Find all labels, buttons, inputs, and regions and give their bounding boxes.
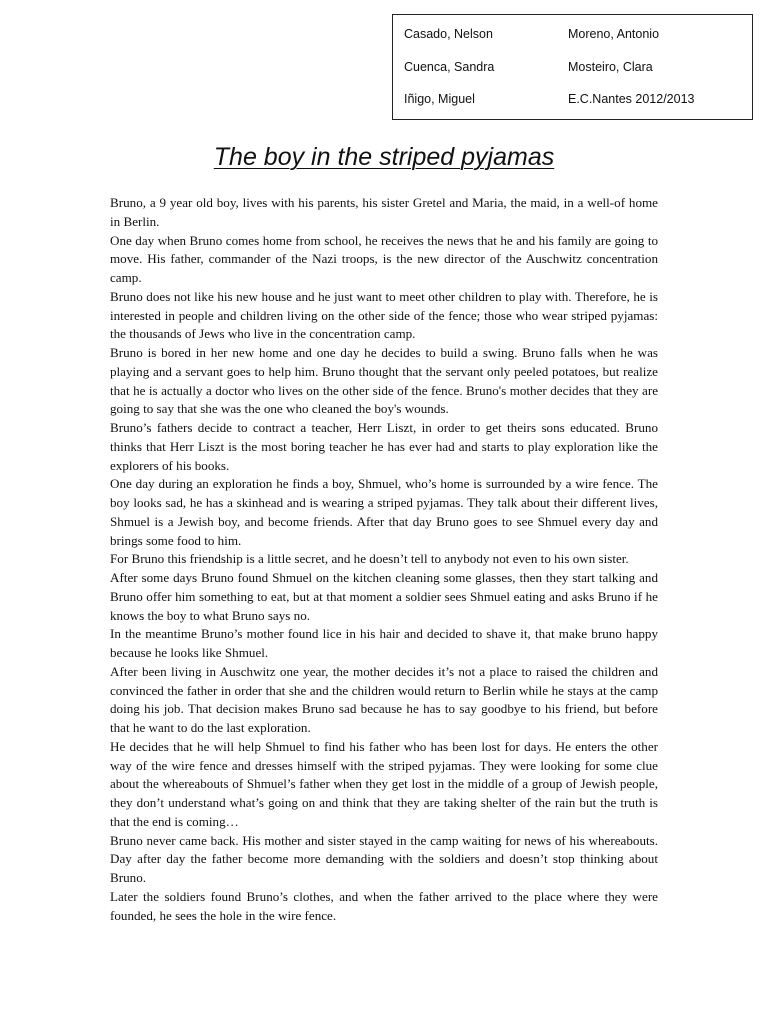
- name-mosteiro: Mosteiro, Clara: [568, 59, 653, 74]
- document-title: The boy in the striped pyjamas: [213, 143, 555, 171]
- paragraph: Bruno is bored in her new home and one day he decides to build a swing. Bruno falls when he was playing and a servant goes to help him. Bruno thought that the servant only peeled potatoes, but realize that he is actually a doctor who lives on the other side of the fence. Bruno's mother decides that they are going to say that she was the one who cleaned the boy's wounds.: [110, 345, 658, 417]
- paragraph: In the meantime Bruno’s mother found lice in his hair and decided to shave it, that make bruno happy because he looks like Shmuel.: [110, 626, 658, 660]
- student-names-grid: [404, 27, 738, 125]
- paragraph: Bruno never came back. His mother and sister stayed in the camp waiting for news of his whereabouts. Day after day the father become more demanding with the soldiers and doesn’t stop thinking about Bruno.: [110, 832, 658, 885]
- paragraph: After been living in Auschwitz one year, the mother decides it’s not a place to raised the children and convinced the father in order that she and the children would return to Berlin while he stays at the camp doing his job. That decision makes Bruno sad because he has to say goodbye to his friend, but before that he want to do the last exploration.: [110, 663, 658, 735]
- paragraph: After some days Bruno found Shmuel on the kitchen cleaning some glasses, then they start talking and Bruno offer him something to eat, but at that moment a soldier sees Shmuel eating and asks Bruno if he knows the boy to what Bruno says no.: [110, 570, 658, 623]
- paragraph: For Bruno this friendship is a little secret, and he doesn’t tell to anybody not even to his own sister.: [110, 551, 629, 567]
- paragraph: He decides that he will help Shmuel to find his father who has been lost for days. He enters the other way of the wire fence and dresses himself with the striped pyjamas. They were looking for some clue about the whereabouts of Shmuel’s father when they get lost in the middle of a group of Jewish people, they don’t understand what’s going on and think that they are taking shelter of the rain but the truth is that the end is coming…: [110, 738, 658, 829]
- paragraph: Bruno’s fathers decide to contract a teacher, Herr Liszt, in order to get theirs sons educated. Bruno thinks that Herr Liszt is the most boring teacher he has ever had and starts to play exploration like the explorers of his books.: [110, 420, 658, 473]
- name-casado: Casado, Nelson: [404, 27, 493, 41]
- paragraph: One day during an exploration he finds a boy, Shmuel, who’s home is surrounded by a wire fence. The boy looks sad, he has a skinhead and is wearing a striped pyjamas. They talk about their different lives, Shmuel is a Jewish boy, and become friends. After that day Bruno goes to see Shmuel every day and brings some food to him.: [110, 476, 658, 548]
- document-body: [110, 194, 658, 925]
- paragraph: Bruno does not like his new house and he just want to meet other children to play with. Therefore, he is interested in people and children living on the other side of the fence; those who wear striped pyjamas: the thousands of Jews who live in the concentration camp.: [110, 288, 658, 342]
- paragraph: Bruno, a 9 year old boy, lives with his parents, his sister Gretel and Maria, the maid, in a well-of home in Berlin.: [110, 195, 658, 229]
- paragraph: One day when Bruno comes home from school, he receives the news that he and his family are going to move. His father, commander of the Nazi troops, is the new director of the Auschwitz concentration camp.: [110, 232, 658, 285]
- student-names-box: [392, 14, 753, 120]
- school-year: E.C.Nantes 2012/2013: [568, 92, 695, 106]
- paragraph: Later the soldiers found Bruno’s clothes, and when the father arrived to the place where they were founded, he sees the hole in the wire fence.: [110, 888, 658, 923]
- name-moreno: Moreno, Antonio: [568, 27, 660, 41]
- name-cuenca: Cuenca, Sandra: [404, 59, 495, 74]
- name-inigo: Iñigo, Miguel: [404, 92, 475, 106]
